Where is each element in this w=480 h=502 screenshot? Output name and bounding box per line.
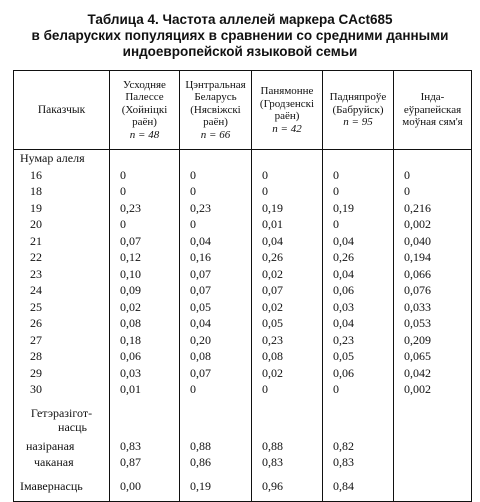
allele-row — [14, 381, 472, 398]
cell-value: 0 — [394, 167, 472, 184]
cell-value: 0,83 — [252, 454, 323, 471]
cell-value: 0,02 — [252, 299, 323, 316]
caption-line-3: индоевропейской языковой семьи — [122, 44, 358, 59]
cell-value: 0,01 — [110, 381, 180, 398]
observed-row — [14, 438, 472, 455]
cell-value: 0,07 — [180, 365, 252, 382]
cell-value: 0 — [110, 183, 180, 200]
cell-value: 0,10 — [110, 266, 180, 283]
cell-value: 0,05 — [252, 315, 323, 332]
section-row — [14, 150, 472, 167]
cell-value: 0 — [323, 183, 394, 200]
cell-value: 0,87 — [110, 454, 180, 471]
cell-value: 0,08 — [252, 348, 323, 365]
cell-value: 0 — [110, 167, 180, 184]
cell-value: 0 — [252, 381, 323, 398]
allele-row — [14, 216, 472, 233]
cell-value: 0 — [394, 183, 472, 200]
cell-value: 0,06 — [323, 282, 394, 299]
allele-row — [14, 315, 472, 332]
cell-value: 0,216 — [394, 200, 472, 217]
row-label: 29 — [14, 365, 110, 382]
table-caption — [0, 12, 480, 60]
row-label: 30 — [14, 381, 110, 398]
row-label: назіраная — [14, 438, 110, 455]
heterozygosity-label-row — [14, 404, 472, 438]
row-label: 16 — [14, 167, 110, 184]
cell-value: 0,23 — [110, 200, 180, 217]
cell-value: 0,053 — [394, 315, 472, 332]
cell-value: 0,002 — [394, 216, 472, 233]
cell-value: 0,07 — [110, 233, 180, 250]
cell-value: 0,23 — [323, 332, 394, 349]
cell-value: 0,07 — [252, 282, 323, 299]
allele-row — [14, 365, 472, 382]
cell-value — [394, 454, 472, 471]
cell-value: 0 — [252, 167, 323, 184]
cell-value: 0,83 — [110, 438, 180, 455]
cell-value — [180, 404, 252, 438]
row-label: чаканая — [14, 454, 110, 471]
row-label: 24 — [14, 282, 110, 299]
het-label-line-1: Гетэразігот- — [30, 405, 93, 420]
cell-value: 0,04 — [323, 233, 394, 250]
row-label: Імавернасць — [14, 477, 110, 502]
header-row — [14, 71, 472, 150]
header-indo-european: Інда-еўрапейская моўная сям'я — [394, 71, 472, 150]
het-label-line-2: насць — [58, 419, 87, 434]
cell-value: 0,033 — [394, 299, 472, 316]
header-padnyaproue: Падняпроўе (Бабруйск) n = 95 — [323, 71, 394, 150]
cell-value: 0,23 — [180, 200, 252, 217]
allele-frequency-table — [13, 70, 472, 502]
cell-value — [323, 404, 394, 438]
row-label — [14, 404, 110, 438]
cell-value: 0,02 — [252, 365, 323, 382]
cell-value: 0,04 — [323, 315, 394, 332]
cell-value: 0 — [180, 216, 252, 233]
probability-row — [14, 477, 472, 502]
cell-value: 0,040 — [394, 233, 472, 250]
cell-value: 0,065 — [394, 348, 472, 365]
cell-value: 0,82 — [323, 438, 394, 455]
cell-value: 0,16 — [180, 249, 252, 266]
cell-value: 0,07 — [180, 282, 252, 299]
cell-value: 0 — [323, 167, 394, 184]
cell-value: 0,12 — [110, 249, 180, 266]
expected-row — [14, 454, 472, 471]
cell-value: 0,066 — [394, 266, 472, 283]
cell-value: 0,04 — [252, 233, 323, 250]
header-central-belarus: Цэнтральная Беларусь (Нясвіжскі раён) n = 66 — [180, 71, 252, 150]
cell-value: 0,08 — [110, 315, 180, 332]
row-label: 20 — [14, 216, 110, 233]
row-label: 21 — [14, 233, 110, 250]
allele-row — [14, 233, 472, 250]
cell-value — [110, 404, 180, 438]
cell-value: 0,076 — [394, 282, 472, 299]
cell-value: 0,03 — [110, 365, 180, 382]
cell-value — [394, 404, 472, 438]
header-parameter: Паказчык — [14, 71, 110, 150]
cell-value: 0,08 — [180, 348, 252, 365]
caption-line-2: в беларуских популяциях в сравнении со средними данными — [31, 28, 449, 43]
cell-value: 0,84 — [323, 477, 394, 502]
cell-value: 0,02 — [110, 299, 180, 316]
cell-value: 0,04 — [180, 315, 252, 332]
allele-row — [14, 183, 472, 200]
cell-value: 0,194 — [394, 249, 472, 266]
cell-value: 0 — [110, 216, 180, 233]
caption-line-1: Таблица 4. Частота аллелей маркера CAct685 — [87, 12, 393, 27]
allele-row — [14, 282, 472, 299]
allele-row — [14, 249, 472, 266]
cell-value: 0 — [323, 381, 394, 398]
cell-value: 0,06 — [110, 348, 180, 365]
cell-value: 0,002 — [394, 381, 472, 398]
row-label: 26 — [14, 315, 110, 332]
cell-value: 0,209 — [394, 332, 472, 349]
allele-row — [14, 167, 472, 184]
header-panyamonne: Панямонне (Гродзенскі раён) n = 42 — [252, 71, 323, 150]
row-label: 22 — [14, 249, 110, 266]
cell-value: 0,26 — [323, 249, 394, 266]
cell-value: 0,05 — [323, 348, 394, 365]
cell-value: 0,042 — [394, 365, 472, 382]
cell-value: 0,02 — [252, 266, 323, 283]
cell-value: 0,18 — [110, 332, 180, 349]
cell-value: 0,09 — [110, 282, 180, 299]
cell-value: 0,26 — [252, 249, 323, 266]
allele-row — [14, 266, 472, 283]
cell-value: 0,86 — [180, 454, 252, 471]
cell-value — [252, 404, 323, 438]
cell-value: 0,88 — [180, 438, 252, 455]
cell-value: 0,96 — [252, 477, 323, 502]
header-east-polesie: Усходняе Палессе (Хойніцкі раён) n = 48 — [110, 71, 180, 150]
cell-value: 0,23 — [252, 332, 323, 349]
cell-value: 0,88 — [252, 438, 323, 455]
cell-value: 0 — [180, 381, 252, 398]
cell-value: 0,19 — [180, 477, 252, 502]
allele-row — [14, 299, 472, 316]
cell-value — [394, 477, 472, 502]
section-label-allele: Нумар алеля — [14, 150, 110, 167]
cell-value: 0,83 — [323, 454, 394, 471]
cell-value: 0,00 — [110, 477, 180, 502]
cell-value: 0,07 — [180, 266, 252, 283]
row-label: 19 — [14, 200, 110, 217]
cell-value: 0,04 — [323, 266, 394, 283]
row-label: 27 — [14, 332, 110, 349]
cell-value: 0,04 — [180, 233, 252, 250]
cell-value: 0,05 — [180, 299, 252, 316]
cell-value: 0,01 — [252, 216, 323, 233]
row-label: 18 — [14, 183, 110, 200]
row-label: 23 — [14, 266, 110, 283]
cell-value: 0 — [180, 167, 252, 184]
allele-row — [14, 348, 472, 365]
cell-value: 0,19 — [323, 200, 394, 217]
allele-row — [14, 332, 472, 349]
row-label: 25 — [14, 299, 110, 316]
cell-value: 0 — [323, 216, 394, 233]
cell-value: 0 — [252, 183, 323, 200]
cell-value: 0 — [180, 183, 252, 200]
row-label: 28 — [14, 348, 110, 365]
cell-value: 0,20 — [180, 332, 252, 349]
cell-value: 0,06 — [323, 365, 394, 382]
cell-value — [394, 438, 472, 455]
cell-value: 0,03 — [323, 299, 394, 316]
cell-value: 0,19 — [252, 200, 323, 217]
allele-row — [14, 200, 472, 217]
